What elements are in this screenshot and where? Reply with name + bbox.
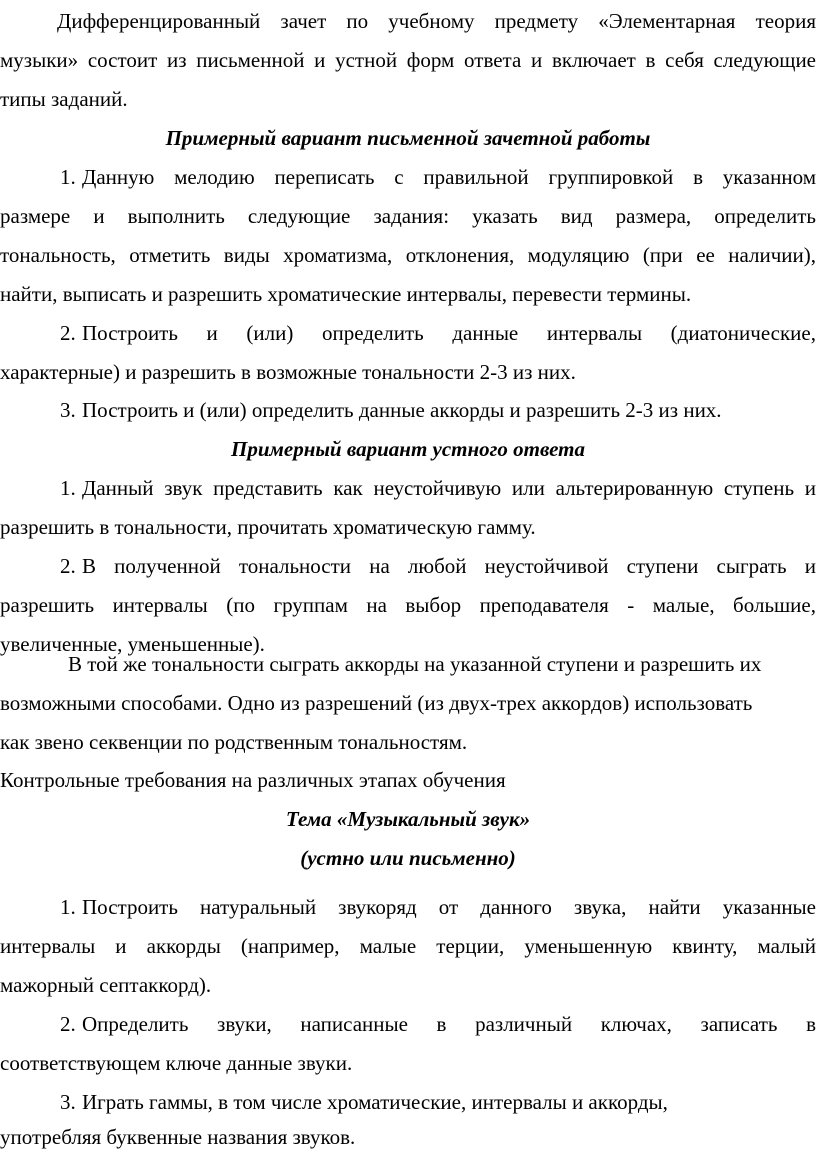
written-item-1-first-line <box>60 164 816 190</box>
theme-item-1-line-3: мажорный септаккорд). <box>0 973 212 997</box>
intro-line-3: типы заданий. <box>0 87 128 111</box>
oral-paragraph-line-2: возможными способами. Одно из разрешений (из двух-трех аккордов) использовать <box>0 691 753 715</box>
list-item-text: Построить натуральный звукоряд от данного звука, найти указанные <box>82 895 816 919</box>
list-number: 1. <box>60 476 76 500</box>
written-item-1-line-4: найти, выписать и разрешить хроматические интервалы, перевести термины. <box>0 282 692 306</box>
oral-paragraph-line-3: как звено секвенции по родственным тональностям. <box>0 730 468 754</box>
list-number: 1. <box>60 895 76 919</box>
list-number: 2. <box>60 554 76 578</box>
oral-paragraph-line-1: В той же тональности сыграть аккорды на указанной ступени и разрешить их <box>68 652 762 676</box>
oral-item-2-line-3: увеличенные, уменьшенные). <box>0 632 265 656</box>
written-item-2-line-2: характерные) и разрешить в возможные тональности 2-3 из них. <box>0 360 576 384</box>
list-item-text: Данную мелодию переписать с правильной группировкой в указанном <box>82 165 816 189</box>
oral-heading: Примерный вариант устного ответа <box>230 437 586 461</box>
list-number: 3. <box>60 1090 76 1114</box>
intro-line-2: музыки» состоит из письменной и устной форм ответа и включает в себя следующие <box>0 48 816 72</box>
intro-line-1: Дифференцированный зачет по учебному предмету «Элементарная теория <box>57 9 816 33</box>
oral-item-1-first-line <box>60 475 816 501</box>
theme-item-2-line-2: соответствующем ключе данные звуки. <box>0 1051 353 1075</box>
list-number: 3. <box>60 398 76 422</box>
oral-item-2-first-line <box>60 553 816 579</box>
theme-item-1-first-line <box>60 894 816 920</box>
written-heading: Примерный вариант письменной зачетной работы <box>165 126 651 150</box>
list-item-text: В полученной тональности на любой неустойчивой ступени сыграть и <box>82 554 816 578</box>
list-item-text: Построить и (или) определить данные аккорды и разрешить 2-3 из них. <box>82 398 722 422</box>
list-item-text: Играть гаммы, в том числе хроматические, интервалы и аккорды, <box>82 1090 668 1114</box>
list-number: 1. <box>60 165 76 189</box>
theme-item-1-line-2: интервалы и аккорды (например, малые терции, уменьшенную квинту, малый <box>0 934 816 958</box>
list-number: 2. <box>60 321 76 345</box>
written-item-2-first-line <box>60 320 816 346</box>
theme-item-3-first-line <box>60 1089 816 1115</box>
list-number: 2. <box>60 1012 76 1036</box>
control-requirements-line: Контрольные требования на различных этапах обучения <box>0 768 506 792</box>
oral-item-2-line-2: разрешить интервалы (по группам на выбор преподавателя - малые, большие, <box>0 593 816 617</box>
theme-item-3-line-2: употребляя буквенные названия звуков. <box>0 1125 356 1149</box>
oral-item-1-line-2: разрешить в тональности, прочитать хроматическую гамму. <box>0 515 536 539</box>
written-item-1-line-2: размере и выполнить следующие задания: указать вид размера, определить <box>0 204 816 228</box>
theme-title: Тема «Музыкальный звук» <box>285 807 531 831</box>
list-item-text: Определить звуки, написанные в различный ключах, записать в <box>82 1012 816 1036</box>
written-item-1-line-3: тональность, отметить виды хроматизма, отклонения, модуляцию (при ее наличии), <box>0 243 816 267</box>
list-item-text: Построить и (или) определить данные интервалы (диатонические, <box>82 321 816 345</box>
theme-subtitle: (устно или письменно) <box>300 846 516 870</box>
list-item-text: Данный звук представить как неустойчивую или альтерированную ступень и <box>82 476 816 500</box>
written-item-3-first-line <box>60 397 816 423</box>
theme-item-2-first-line <box>60 1011 816 1037</box>
